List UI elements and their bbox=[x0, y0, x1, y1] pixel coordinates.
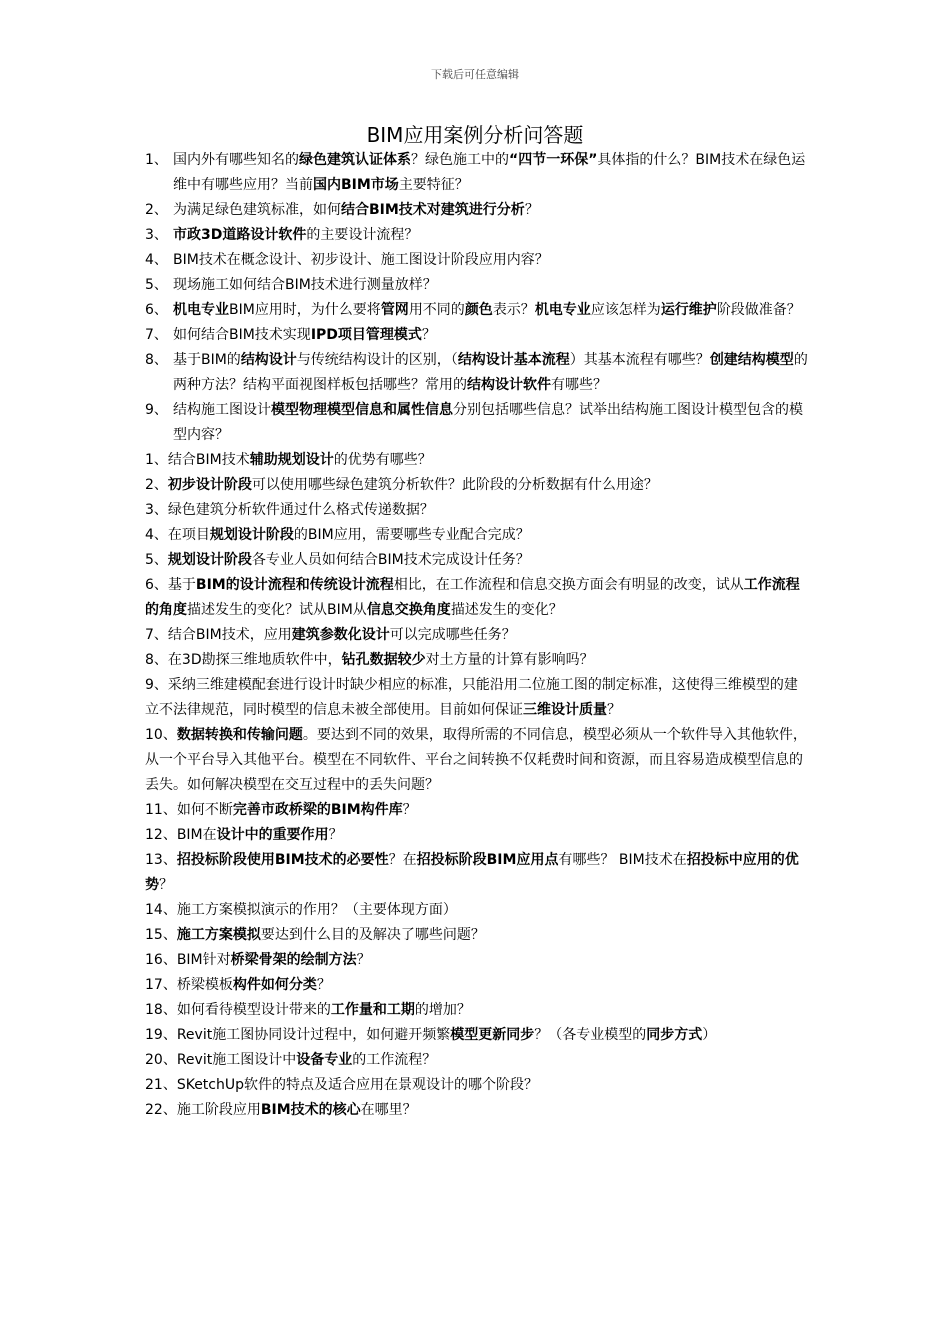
question-text: 的优势有哪些？ bbox=[333, 452, 432, 468]
question-number: 7、 bbox=[145, 627, 168, 643]
emphasized-text: “四节一环保” bbox=[509, 152, 598, 168]
question-text: 采纳三维建模配套进行设计时缺少相应的标准，只能沿用二位施工图的制定标准，这使得三维模型的建立不法律规范，同时模型的信息未被全部使用。目前如何保证 bbox=[145, 677, 798, 718]
question-text: 为满足绿色建筑标准，如何 bbox=[173, 202, 341, 218]
emphasized-text: 规划设计阶段 bbox=[209, 527, 294, 543]
emphasized-text: 机电专业 bbox=[173, 302, 229, 318]
question-text: 分别包括哪些信息？试举出结构施工图设计模型包含的模型内容？ bbox=[173, 402, 803, 443]
question-number: 19、 bbox=[145, 1027, 177, 1043]
question-text: ？ bbox=[356, 952, 371, 968]
question-text: 如何看待模型设计带来的 bbox=[176, 1002, 331, 1018]
emphasized-text: 施工方案模拟 bbox=[176, 927, 261, 943]
question-text: ？ bbox=[328, 827, 343, 843]
question-text: ？ bbox=[402, 802, 417, 818]
emphasized-text: IPD项目管理模式 bbox=[310, 327, 422, 343]
question-number: 20、 bbox=[145, 1052, 177, 1068]
question-text: ？（各专业模型的 bbox=[534, 1027, 647, 1043]
question-number: 22、 bbox=[145, 1102, 177, 1118]
question-item bbox=[145, 1048, 810, 1073]
question-text: 可以使用哪些绿色建筑分析软件？此阶段的分析数据有什么用途？ bbox=[251, 477, 658, 493]
question-number: 6、 bbox=[145, 577, 168, 593]
question-item bbox=[145, 398, 810, 448]
question-text: BIM应用时，为什么要将 bbox=[229, 302, 381, 318]
question-number: 1、 bbox=[145, 452, 168, 468]
question-item bbox=[145, 673, 810, 723]
question-item bbox=[145, 148, 810, 198]
question-text: ？绿色施工中的 bbox=[411, 152, 509, 168]
question-text: 要达到什么目的及解决了哪些问题？ bbox=[260, 927, 485, 943]
question-text: 如何结合BIM技术实现 bbox=[173, 327, 311, 343]
emphasized-text: 钻孔数据较少 bbox=[341, 652, 426, 668]
question-text: 主要特征？ bbox=[398, 177, 469, 193]
question-number: 2、 bbox=[145, 477, 168, 493]
question-text: ？ bbox=[524, 202, 539, 218]
question-text: 现场施工如何结合BIM技术进行测量放样？ bbox=[173, 277, 437, 293]
question-item bbox=[145, 998, 810, 1023]
question-number: 3、 bbox=[145, 227, 168, 243]
question-number: 5、 bbox=[145, 552, 168, 568]
emphasized-text: 招投标阶段BIM应用点 bbox=[416, 852, 559, 868]
question-text: 描述发生的变化？试从BIM从 bbox=[187, 602, 367, 618]
question-number: 12、 bbox=[145, 827, 177, 843]
question-number: 16、 bbox=[145, 952, 177, 968]
question-item bbox=[145, 1023, 810, 1048]
question-text: 具体指的什么？BIM技术在绿色运维中有哪些应用？当前 bbox=[173, 152, 806, 193]
question-text: 施工方案模拟演示的作用？（主要体现方面） bbox=[176, 902, 457, 918]
question-item bbox=[145, 223, 810, 248]
question-item bbox=[145, 648, 810, 673]
question-item bbox=[145, 448, 810, 473]
emphasized-text: 设计中的重要作用 bbox=[216, 827, 329, 843]
question-number: 7、 bbox=[145, 327, 168, 343]
question-text: 表示？ bbox=[492, 302, 535, 318]
question-number: 8、 bbox=[145, 352, 168, 368]
question-text: 对土方量的计算有影响吗？ bbox=[425, 652, 594, 668]
question-number: 2、 bbox=[145, 202, 168, 218]
question-item bbox=[145, 498, 810, 523]
question-text: 有哪些？ bbox=[551, 377, 607, 393]
question-text: ） bbox=[702, 1027, 717, 1043]
question-item bbox=[145, 798, 810, 823]
question-text: 结构施工图设计 bbox=[173, 402, 271, 418]
question-item bbox=[145, 523, 810, 548]
question-text: 施工阶段应用 bbox=[176, 1102, 261, 1118]
question-item bbox=[145, 548, 810, 573]
question-number: 5、 bbox=[145, 277, 168, 293]
question-number: 4、 bbox=[145, 527, 168, 543]
question-item bbox=[145, 923, 810, 948]
emphasized-text: 管网 bbox=[380, 302, 409, 318]
emphasized-text: 三维设计质量 bbox=[523, 702, 607, 718]
emphasized-text: 机电专业 bbox=[534, 302, 591, 318]
question-text: 的工作流程？ bbox=[352, 1052, 437, 1068]
question-text: 与传统结构设计的区别，（ bbox=[296, 352, 458, 368]
question-item bbox=[145, 1098, 810, 1123]
question-text: 结合BIM技术，应用 bbox=[167, 627, 292, 643]
question-number: 15、 bbox=[145, 927, 177, 943]
question-text: 各专业人员如何结合BIM技术完成设计任务？ bbox=[251, 552, 530, 568]
question-item bbox=[145, 323, 810, 348]
emphasized-text: 工作量和工期 bbox=[330, 1002, 415, 1018]
question-item bbox=[145, 198, 810, 223]
question-text: 的两种方法？结构平面视图样板包括哪些？常用的 bbox=[173, 352, 808, 393]
emphasized-text: 结合BIM技术对建筑进行分析 bbox=[341, 202, 525, 218]
emphasized-text: 数据转换和传输问题 bbox=[176, 727, 303, 743]
emphasized-text: 模型物理模型信息和属性信息 bbox=[271, 402, 453, 418]
emphasized-text: 辅助规划设计 bbox=[249, 452, 334, 468]
emphasized-text: 规划设计阶段 bbox=[167, 552, 252, 568]
question-text: 在项目 bbox=[167, 527, 210, 543]
question-item bbox=[145, 723, 810, 798]
question-text: 。要达到不同的效果，取得所需的不同信息，模型必须从一个软件导入其他软件，从一个平台导入其他平台。模型在不同软件、平台之间转换不仅耗费时间和资源，而且容易造成模型信息的丢失。如何解决模型在交互过程中的丢失问题？ bbox=[145, 727, 807, 793]
question-item bbox=[145, 473, 810, 498]
question-number: 10、 bbox=[145, 727, 177, 743]
question-text: ？ bbox=[159, 877, 173, 893]
emphasized-text: 运行维护 bbox=[660, 302, 717, 318]
question-item bbox=[145, 573, 810, 623]
question-item bbox=[145, 248, 810, 273]
question-number: 6、 bbox=[145, 302, 168, 318]
question-number: 1、 bbox=[145, 152, 168, 168]
question-text: ）其基本流程有哪些？ bbox=[569, 352, 710, 368]
question-item bbox=[145, 823, 810, 848]
question-text: 阶段做准备？ bbox=[716, 302, 801, 318]
emphasized-text: 信息交换角度 bbox=[366, 602, 451, 618]
question-text: 在3D勘探三维地质软件中， bbox=[167, 652, 342, 668]
question-text: BIM在 bbox=[176, 827, 217, 843]
question-text: 绿色建筑分析软件通过什么格式传递数据？ bbox=[167, 502, 434, 518]
question-number: 3、 bbox=[145, 502, 168, 518]
emphasized-text: 招投标中应用的优势 bbox=[145, 852, 799, 893]
question-item bbox=[145, 298, 810, 323]
emphasized-text: BIM技术的核心 bbox=[260, 1102, 361, 1118]
question-number: 21、 bbox=[145, 1077, 177, 1093]
emphasized-text: 构件如何分类 bbox=[232, 977, 317, 993]
question-text: 在哪里？ bbox=[360, 1102, 417, 1118]
emphasized-text: 设备专业 bbox=[296, 1052, 353, 1068]
question-number: 9、 bbox=[145, 402, 168, 418]
question-number: 4、 bbox=[145, 252, 168, 268]
question-text: Revit施工图设计中 bbox=[176, 1052, 297, 1068]
question-text: Revit施工图协同设计过程中，如何避开频繁 bbox=[176, 1027, 451, 1043]
question-item bbox=[145, 348, 810, 398]
question-list bbox=[145, 148, 810, 1123]
question-text: 用不同的 bbox=[408, 302, 465, 318]
question-item bbox=[145, 948, 810, 973]
question-number: 14、 bbox=[145, 902, 177, 918]
question-text: 描述发生的变化？ bbox=[450, 602, 563, 618]
question-text: 国内外有哪些知名的 bbox=[173, 152, 299, 168]
emphasized-text: 颜色 bbox=[464, 302, 493, 318]
question-item bbox=[145, 1073, 810, 1098]
question-text: 可以完成哪些任务？ bbox=[389, 627, 516, 643]
question-text: 应该怎样为 bbox=[590, 302, 661, 318]
emphasized-text: 同步方式 bbox=[646, 1027, 703, 1043]
question-text: SKetchUp软件的特点及适合应用在景观设计的哪个阶段？ bbox=[176, 1077, 539, 1093]
question-text: 的主要设计流程？ bbox=[306, 227, 419, 243]
question-text: 的BIM应用，需要哪些专业配合完成？ bbox=[293, 527, 530, 543]
document-title: BIM应用案例分析问答题 bbox=[366, 123, 584, 147]
question-item bbox=[145, 848, 810, 898]
question-number: 11、 bbox=[145, 802, 177, 818]
question-item bbox=[145, 898, 810, 923]
page-header: 下载后可任意编辑 bbox=[431, 68, 519, 81]
question-text: 相比，在工作流程和信息交换方面会有明显的改变，试从 bbox=[393, 577, 744, 593]
question-number: 13、 bbox=[145, 852, 177, 868]
emphasized-text: 市政3D道路设计软件 bbox=[173, 227, 307, 243]
question-text: BIM技术在概念设计、初步设计、施工图设计阶段应用内容？ bbox=[173, 252, 549, 268]
emphasized-text: 绿色建筑认证体系 bbox=[299, 152, 411, 168]
question-item bbox=[145, 973, 810, 998]
question-text: 的增加？ bbox=[414, 1002, 471, 1018]
question-number: 17、 bbox=[145, 977, 177, 993]
question-text: ？在 bbox=[388, 852, 417, 868]
emphasized-text: BIM的设计流程和传统设计流程 bbox=[195, 577, 394, 593]
question-text: ？ bbox=[316, 977, 331, 993]
question-text: 基于 bbox=[167, 577, 196, 593]
question-text: 基于BIM的 bbox=[173, 352, 241, 368]
question-text: 结合BIM技术 bbox=[167, 452, 250, 468]
question-text: 桥梁模板 bbox=[176, 977, 233, 993]
emphasized-text: 完善市政桥梁的BIM构件库 bbox=[232, 802, 403, 818]
emphasized-text: 工作流程的角度 bbox=[145, 577, 800, 618]
emphasized-text: 模型更新同步 bbox=[450, 1027, 535, 1043]
emphasized-text: 国内BIM市场 bbox=[313, 177, 399, 193]
question-number: 9、 bbox=[145, 677, 168, 693]
question-number: 8、 bbox=[145, 652, 168, 668]
question-text: 如何不断 bbox=[176, 802, 233, 818]
question-text: ？ bbox=[421, 327, 436, 343]
emphasized-text: 初步设计阶段 bbox=[167, 477, 252, 493]
emphasized-text: 招投标阶段使用BIM技术的必要性 bbox=[176, 852, 389, 868]
emphasized-text: 结构设计 bbox=[240, 352, 297, 368]
question-text: 有哪些？ BIM技术在 bbox=[558, 852, 687, 868]
question-item bbox=[145, 273, 810, 298]
emphasized-text: 建筑参数化设计 bbox=[291, 627, 390, 643]
emphasized-text: 创建结构模型 bbox=[709, 352, 794, 368]
emphasized-text: 结构设计软件 bbox=[467, 377, 551, 393]
emphasized-text: 桥梁骨架的绘制方法 bbox=[230, 952, 357, 968]
question-text: BIM针对 bbox=[176, 952, 231, 968]
question-item bbox=[145, 623, 810, 648]
emphasized-text: 结构设计基本流程 bbox=[457, 352, 570, 368]
question-text: ？ bbox=[607, 702, 621, 718]
question-number: 18、 bbox=[145, 1002, 177, 1018]
